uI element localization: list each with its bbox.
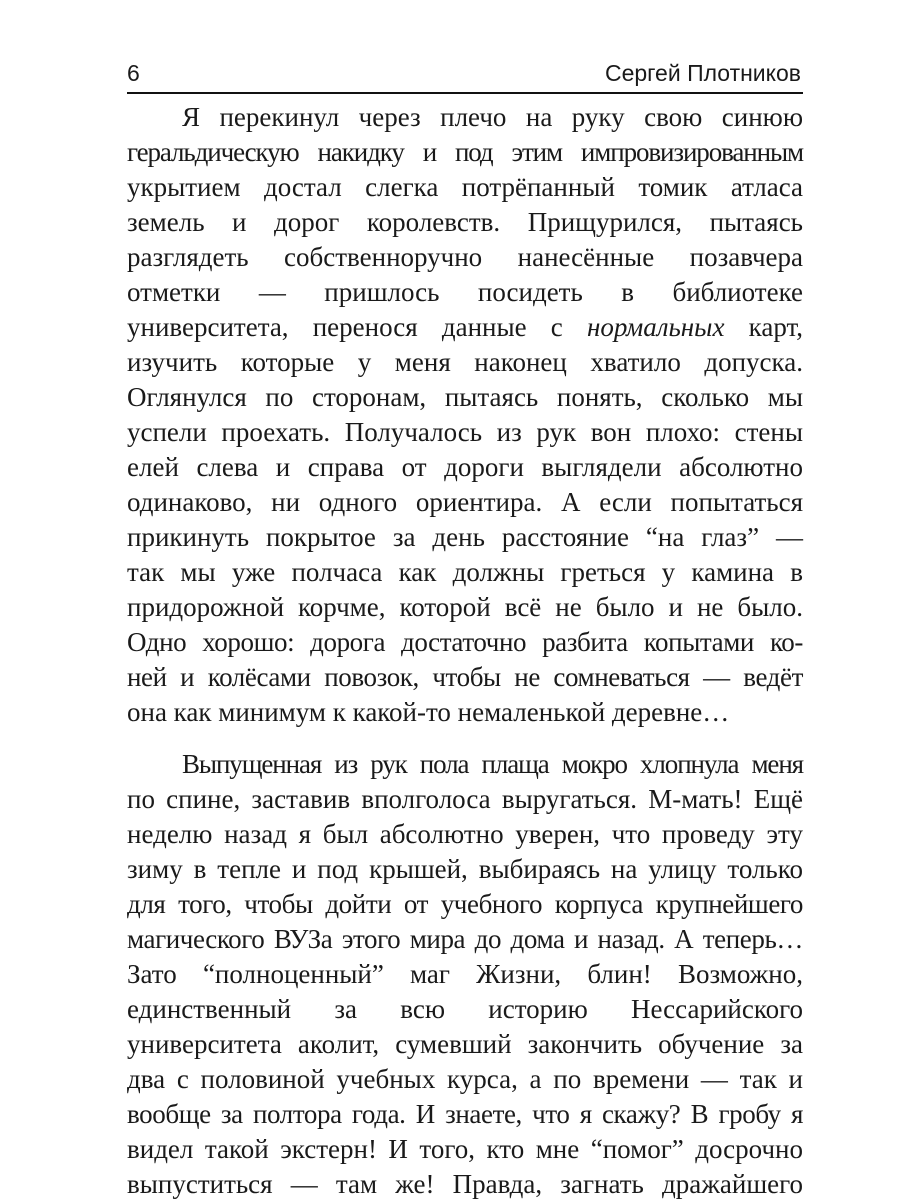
running-header [127, 58, 803, 94]
italic-word: нормальных [586, 312, 725, 342]
text-line: видел такой экстерн! И того, кто мне “помог” досрочно [127, 1134, 803, 1164]
text-line: два с половиной учебных курса, а по времени — так и [127, 1064, 803, 1094]
text-line: изучить которые у меня наконец хватило допуска. [127, 347, 803, 377]
text-line: Я перекинул через плечо на руку свою синюю [182, 102, 803, 132]
text-line: разглядеть собственноручно нанесённые позавчера [127, 242, 803, 272]
text-line: выпуститься — там же! Правда, загнать дражайшего [127, 1169, 803, 1199]
text-line: одинаково, ни одного ориентира. А если попытаться [127, 487, 803, 517]
text-segment: университета, перенося данные с [127, 312, 587, 342]
text-line: успели проехать. Получалось из рук вон плохо: стены [127, 417, 803, 447]
text-line: так мы уже полчаса как должны греться у камина в [127, 557, 803, 587]
text-line: ней и колёсами повозок, чтобы не сомневаться — ведёт [127, 662, 803, 692]
text-line: придорожной корчме, которой всё не было и не было. [127, 592, 803, 622]
paragraph [127, 747, 803, 1202]
text-line: земель и дорог королевств. Прищурился, пытаясь [127, 207, 803, 237]
text-line: университета аколит, сумевший закончить обучение за [127, 1029, 803, 1059]
text-line: она как минимум к какой-то немаленькой деревне… [127, 697, 730, 727]
text-segment: карт, [724, 312, 803, 342]
text-line: прикинуть покрытое за день расстояние “на глаз” — [127, 522, 803, 552]
text-line: единственный за всю историю Нессарийского [127, 994, 803, 1024]
author-name: Сергей Плотников [604, 60, 801, 86]
page-number: 6 [127, 60, 140, 86]
text-line: для того, чтобы дойти от учебного корпуса крупнейшего [127, 889, 803, 919]
text-line: вообще за полтора года. И знаете, что я скажу? В гробу я [127, 1099, 803, 1129]
text-line: зиму в тепле и под крышей, выбираясь на улицу только [127, 854, 803, 884]
body-text [127, 100, 803, 1202]
text-line: Оглянулся по сторонам, пытаясь понять, сколько мы [127, 382, 803, 412]
text-line [127, 310, 803, 345]
text-line: магического ВУЗа этого мира до дома и назад. А теперь… [127, 924, 803, 954]
text-line: укрытием достал слегка потрёпанный томик атласа [127, 172, 803, 202]
text-line: Одно хорошо: дорога достаточно разбита копытами ко- [127, 627, 803, 657]
text-line: геральдическую накидку и под этим импровизированным [127, 137, 803, 167]
text-line: елей слева и справа от дороги выглядели абсолютно [127, 452, 803, 482]
text-line: неделю назад я был абсолютно уверен, что проведу эту [127, 819, 803, 849]
text-line: Выпущенная из рук пола плаща мокро хлопнула меня [182, 749, 803, 779]
text-line: по спине, заставив вполголоса выругаться. М-мать! Ещё [127, 784, 803, 814]
paragraph [127, 100, 803, 730]
text-line: Зато “полноценный” маг Жизни, блин! Возможно, [127, 959, 803, 989]
text-line: отметки — пришлось посидеть в библиотеке [127, 277, 803, 307]
